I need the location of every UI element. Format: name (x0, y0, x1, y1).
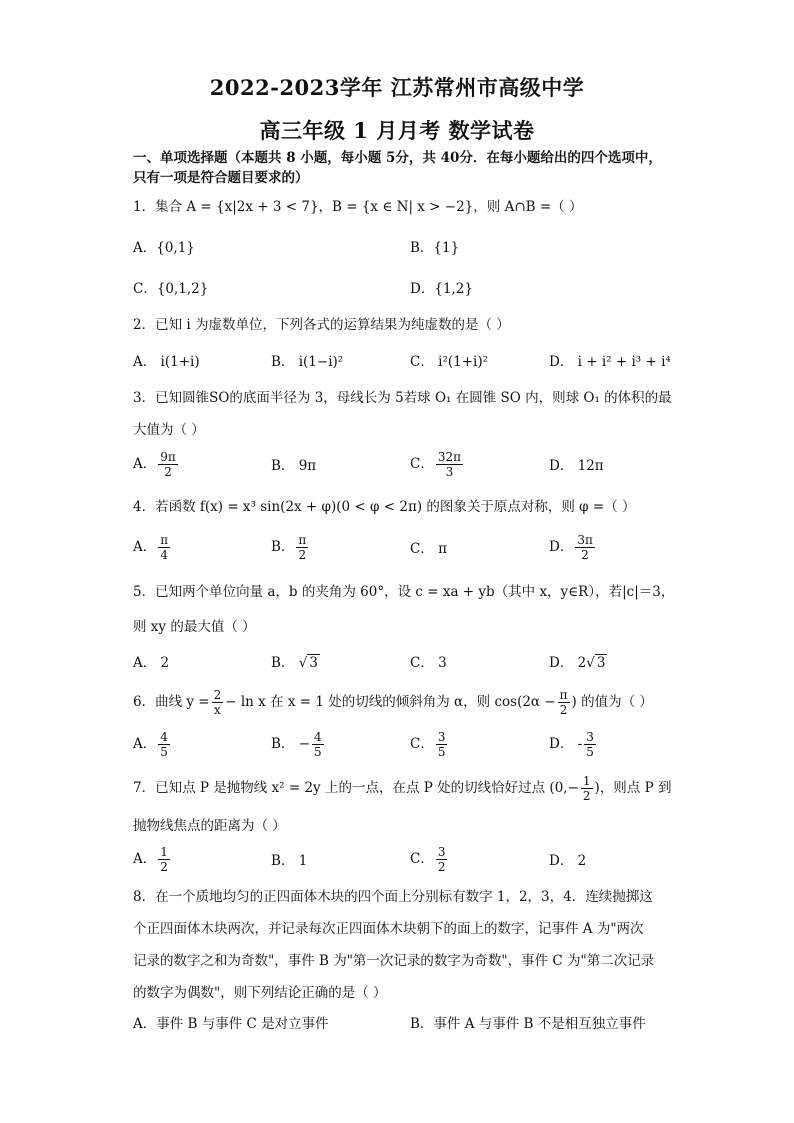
exam-title-line2: 高三年级 1 月月考 数学试卷 (259, 118, 535, 143)
q1-option-d: D．{1,2} (410, 281, 473, 297)
question-8-stem-line4: 的数字为偶数"，则下列结论正确的是（ ） (133, 985, 387, 1001)
q2-option-a: A． i(1+i) (133, 354, 200, 370)
q4-option-b: B． $\frac{\pi}{2}$ (271, 533, 307, 562)
q1-option-a: A．{0,1} (133, 240, 195, 256)
exam-title-line1: 2022-2023学年 江苏常州市高级中学 (209, 75, 585, 100)
question-2-stem: 2．已知 i 为虚数单位，下列各式的运算结果为纯虚数的是（ ） (133, 317, 510, 333)
q3-option-b: B． 9π (271, 458, 317, 474)
q3-option-c: C． $\frac{32\pi}{3}$ (410, 450, 461, 479)
question-7-stem-line1: 7．已知点 P 是抛物线 x² = 2y 上的一点，在点 P 处的切线恰好过点 (0,− $\frac{1}{2}$ )，则点 P 到 (133, 774, 672, 803)
q6-option-b: B． − $\frac{4}{5}$ (271, 730, 322, 759)
q3-option-d: D． 12π (549, 458, 604, 474)
q4-option-a: A． $\frac{\pi}{4}$ (133, 533, 169, 562)
q8-option-a: A．事件 B 与事件 C 是对立事件 (133, 1016, 329, 1032)
q6-option-a: A． $\frac{4}{5}$ (133, 730, 168, 759)
q4-option-d: D． $\frac{3\pi}{2}$ (549, 533, 593, 562)
q6-option-c: C． $\frac{3}{5}$ (410, 730, 446, 759)
q1-option-c: C．{0,1,2} (133, 281, 209, 297)
section-heading: 一、单项选择题（本题共 8 小题，每小题 5分，共 40分．在每小题给出的四个选项中， 只有一项是符合题目要求的） (133, 150, 662, 186)
q7-option-b: B． 1 (271, 853, 308, 869)
q6-option-d: D． - $\frac{3}{5}$ (549, 730, 594, 759)
q5-option-c: C． 3 (410, 655, 447, 671)
question-3-stem-line1: 3．已知圆锥SO的底面半径为 3，母线长为 5若球 O₁ 在圆锥 SO 内，则球 O₁ 的体积的最 (133, 390, 672, 406)
question-8-stem-line2: 个正四面体木块两次，并记录每次正四面体木块朝下的面上的数字，记事件 A 为"两次 (133, 921, 644, 937)
q5-option-b: B． √ 3 (271, 655, 318, 671)
question-4-stem: 4．若函数 f(x) = x³ sin(2x + φ)(0 < φ < 2π) 的图象关于原点对称，则 φ =（ ） (133, 499, 636, 515)
question-6-stem: 6．曲线 y = $\frac{2}{x}$ − ln x 在 x = 1 处的切线的倾斜角为 α，则 cos(2α − $\frac{\pi}{2}$ ) 的值为（ ） (133, 688, 653, 717)
question-8-stem-line1: 8．在一个质地均匀的正四面体木块的四个面上分别标有数字 1，2，3，4．连续抛掷这 (133, 889, 653, 905)
q2-option-d: D． i + i² + i³ + i⁴ (549, 354, 671, 370)
q2-option-b: B． i(1−i)² (271, 354, 344, 370)
q3-option-a: A． $\frac{9\pi}{2}$ (133, 450, 176, 479)
q7-option-d: D． 2 (549, 853, 587, 869)
question-1-stem: 1．集合 A = {x|2x + 3 < 7}，B = {x ∈ N| x > −2}，则 A∩B =（ ） (133, 199, 583, 215)
question-8-stem-line3: 记录的数字之和为奇数"，事件 B 为"第一次记录的数字为奇数"，事件 C 为"第二次记录 (133, 953, 655, 969)
question-5-stem-line1: 5．已知两个单位向量 a，b 的夹角为 60°，设 c = xa + yb（其中 x，y∈R），若|c|＝3， (133, 584, 675, 600)
q7-option-a: A． $\frac{1}{2}$ (133, 845, 168, 874)
q5-option-a: A． 2 (133, 655, 170, 671)
q1-option-b: B．{1} (410, 240, 460, 256)
question-3-stem-line2: 大值为（ ） (133, 422, 205, 438)
question-7-stem-line2: 抛物线焦点的距离为（ ） (133, 818, 286, 834)
q7-option-c: C． $\frac{3}{2}$ (410, 845, 446, 874)
q5-option-d: D． 2√ 3 (549, 655, 606, 671)
q4-option-c: C． π (410, 541, 447, 557)
question-5-stem-line2: 则 xy 的最大值（ ） (133, 619, 256, 635)
q8-option-b: B．事件 A 与事件 B 不是相互独立事件 (410, 1016, 646, 1032)
q2-option-c: C． i²(1+i)² (410, 354, 489, 370)
